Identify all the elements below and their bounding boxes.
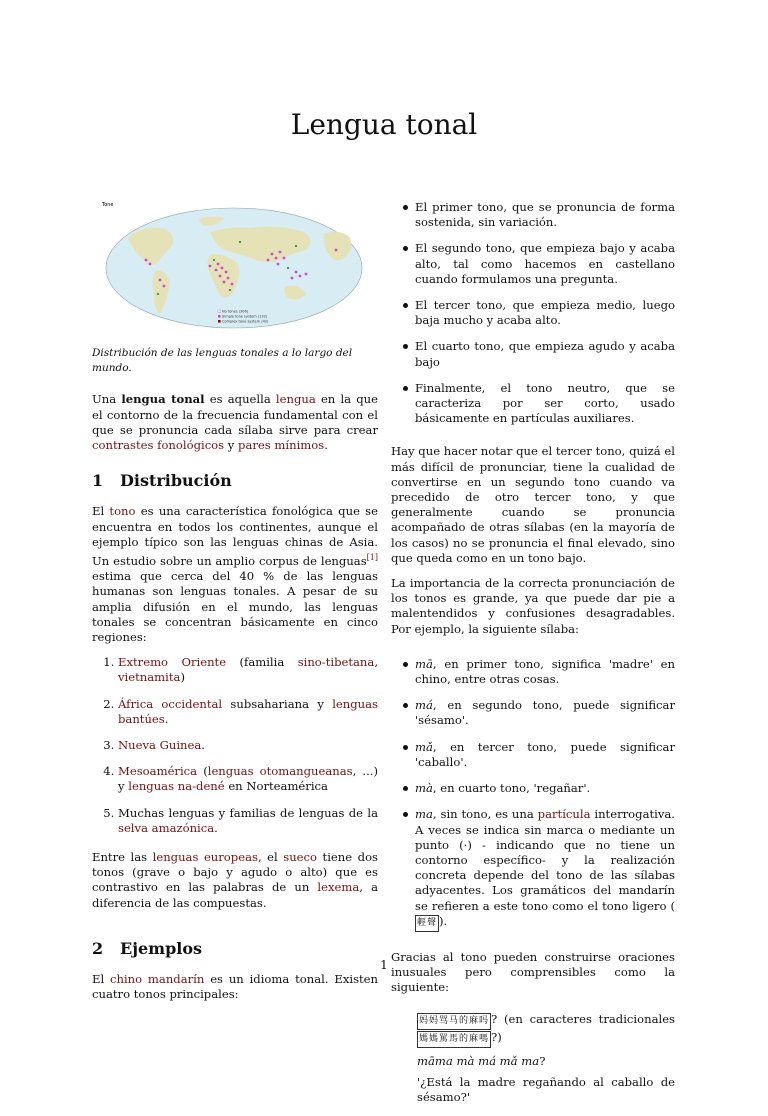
link-lexema[interactable]: lexema	[317, 880, 360, 895]
world-tone-map	[100, 198, 368, 338]
importance-paragraph: La importancia de la correcta pronunciación de los tonos es grande, ya que puede dar pie a malentendidos y confusiones desagradables. Por ejemplo, la siguiente sílaba:	[391, 576, 675, 636]
left-column	[92, 198, 378, 1012]
bullet-icon	[403, 386, 408, 391]
bullet-icon	[403, 786, 408, 791]
bullet-icon	[403, 812, 408, 817]
right-column	[391, 200, 675, 1116]
link-tono[interactable]: tono	[109, 504, 136, 519]
legend-simple-tone: Simple tone system (132)	[222, 314, 268, 319]
list-item: mā, en primer tono, significa 'madre' en chino, entre otras cosas.	[415, 657, 675, 687]
legend-complex-tone: Complex tone system (42)	[222, 319, 269, 324]
legend-no-tones: No tones (306)	[222, 309, 249, 314]
link-particula[interactable]: partícula	[537, 807, 591, 822]
link-sueco[interactable]: sueco	[283, 849, 318, 864]
cjk-simplified: 妈妈骂马的麻吗	[417, 1013, 491, 1030]
list-item: 1. Extremo Oriente (familia sino-tibetana, vietnamita)	[118, 655, 378, 685]
ejemplos-paragraph: El chino mandarín es un idioma tonal. Existen cuatro tonos principales:	[92, 971, 379, 1002]
link-lengua[interactable]: lengua	[275, 392, 316, 407]
map-label: Tone	[102, 202, 114, 208]
swedish-paragraph: Entre las lenguas europeas, el sueco tiene dos tonos (grave o bajo y agudo o alto) que es contrastivo en las palabras de un lexema, a diferencia de las compuestas.	[92, 849, 378, 910]
list-item: El tercer tono, que empieza medio, luego baja mucho y acaba alto.	[415, 298, 675, 328]
syllables-list	[391, 657, 675, 932]
list-item: El primer tono, que se pronuncia de forma sostenida, sin variación.	[415, 200, 675, 230]
link-contrastes-fonologicos[interactable]: contrastes fonológicos	[92, 438, 225, 453]
list-item: 2. África occidental subsahariana y lenguas bantúes.	[118, 697, 378, 727]
bullet-icon	[403, 246, 408, 251]
cjk-traditional: 媽媽罵馬的麻嗎	[417, 1031, 491, 1048]
page-title: Lengua tonal	[290, 108, 478, 141]
intro-paragraph: Una lengua tonal es aquella lengua en la que el contorno de la frecuencia fundamental con el que se pronuncia cada sílaba sirve para crear contrastes fonológicos y pares mínimos.	[92, 392, 379, 453]
link-lenguas-europeas[interactable]: lenguas europeas	[152, 849, 258, 864]
page-number: 1	[380, 958, 388, 972]
thanks-tone-paragraph: Gracias al tono pueden construirse oraciones inusuales pero comprensibles como la siguiente:	[391, 949, 675, 995]
tones-list	[391, 200, 675, 426]
list-item: mà, en cuarto tono, 'regañar'.	[415, 781, 675, 796]
list-item: El cuarto tono, que empieza agudo y acaba bajo	[415, 339, 675, 369]
list-item: Finalmente, el tono neutro, que se caracteriza por ser corto, usado básicamente en partículas auxiliares.	[415, 381, 675, 427]
list-item: 4. Mesoamérica (lenguas otomangueanas, ...) y lenguas na-dené en Norteamérica	[118, 764, 378, 794]
section-heading-ejemplos: 2 Ejemplos	[92, 938, 203, 958]
link-chino-mandarin[interactable]: chino mandarín	[110, 971, 205, 986]
bullet-icon	[403, 745, 408, 750]
cjk-characters: 輕聲	[415, 915, 439, 932]
list-item: 3. Nueva Guinea.	[118, 738, 378, 753]
bullet-icon	[403, 303, 408, 308]
list-item: ma, sin tono, es una partícula interrogativa. A veces se indica sin marca o mediante un punto (·) - indicando que no tiene un contorno específico- y la realización concreta depende del tono de las sílabas adyacentes. Los gramáticos del mandarín se refieren a este tono como el tono ligero (輕聲 ).	[415, 807, 675, 932]
bullet-icon	[403, 703, 408, 708]
list-item: mǎ, en tercer tono, puede significar 'caballo'.	[415, 740, 675, 770]
third-tone-paragraph: Hay que hacer notar que el tercer tono, quizá el más difícil de pronunciar, tiene la cualidad de convertirse en un segundo tono cuando va precedido de otro tercer tono, y que generalmente cuando se pronuncia acompañado de otras sílabas (en la mayoría de los casos) no se pronuncia el final elevado, sino que queda como en un tono bajo.	[391, 444, 675, 565]
distribucion-paragraph: El tono es una característica fonológica que se encuentra en todos los continentes, aunque el ejemplo típico son las lenguas chinas de Asia. Un estudio sobre un amplio corpus de lenguas[1] estima que cerca del 40 % de las lenguas humanas son lenguas tonales. A pesar de su amplia difusión en el mundo, las lenguas tonales se concentran básicamente en cinco regiones:	[92, 504, 378, 644]
list-item: El segundo tono, que empieza bajo y acaba alto, tal como hacemos en castellano cuando formulamos una pregunta.	[415, 241, 675, 287]
list-item: 5. Muchas lenguas y familias de lenguas de la selva amazónica.	[118, 806, 378, 836]
bullet-icon	[403, 205, 408, 210]
pinyin-sentence: māma mà má mǎ ma	[417, 1053, 540, 1068]
regions-list	[92, 655, 378, 836]
example-sentence: 妈妈骂马的麻吗 ? (en caracteres tradicionales 媽媽罵馬的麻嗎 ?) māma mà má mǎ ma? '¿Está la madre regañando al caballo de sésamo?'	[417, 1011, 675, 1105]
term-lengua-tonal: lengua tonal	[121, 392, 205, 407]
world-map-image	[100, 198, 368, 338]
bullet-icon	[403, 662, 408, 667]
link-pares-minimos[interactable]: pares mínimos	[238, 438, 325, 453]
translation: '¿Está la madre regañando al caballo de sésamo?'	[417, 1075, 675, 1105]
list-item: má, en segundo tono, puede significar 'sésamo'.	[415, 698, 675, 728]
section-heading-distribucion: 1 Distribución	[92, 471, 232, 491]
reference-1[interactable]: [1]	[366, 553, 378, 563]
figure-caption: Distribución de las lenguas tonales a lo largo del mundo.	[92, 347, 353, 375]
bullet-icon	[403, 344, 408, 349]
